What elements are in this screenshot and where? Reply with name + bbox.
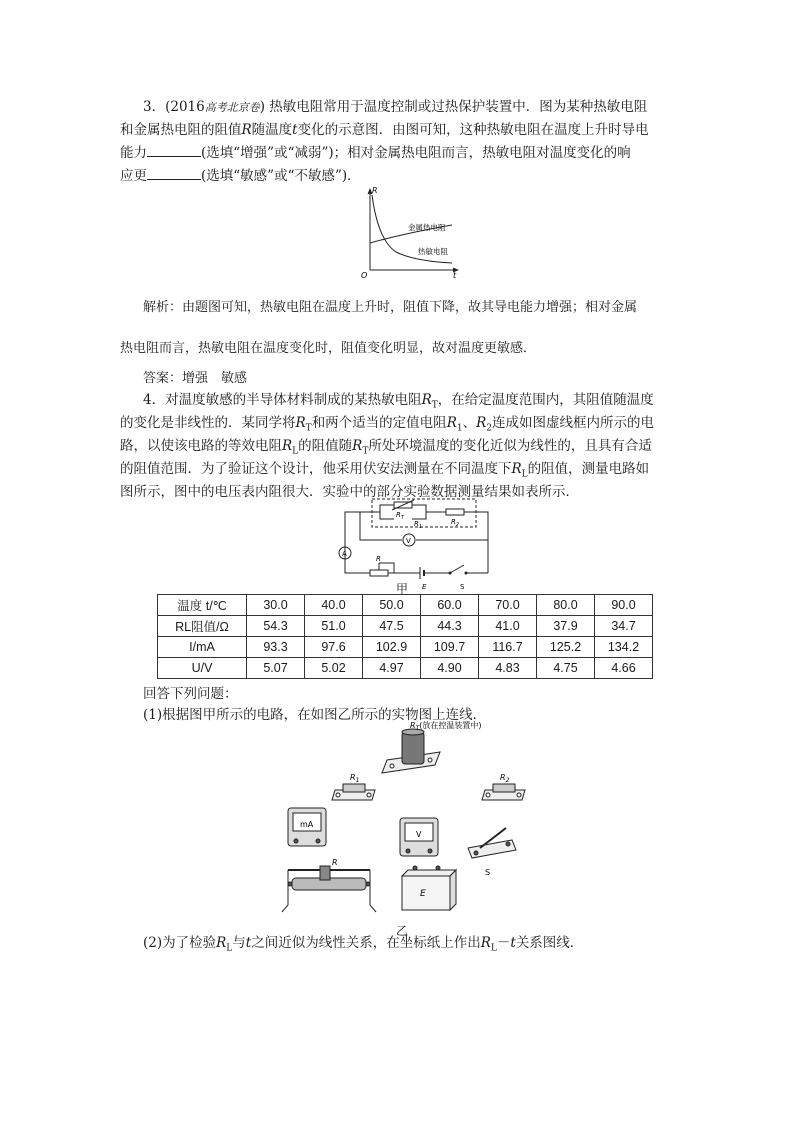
circuit-caption: 甲 [396, 582, 409, 596]
table-cell: 60.0 [421, 595, 479, 616]
circuit-label-r2: $R_2$ [451, 518, 460, 528]
table-row-label: I/mA [158, 637, 247, 658]
q3-source-close: ) [259, 99, 265, 115]
q4-text-5: 图所示，图中的电压表内阻很大．实验中的部分实验数据测量结果如表所示． [120, 484, 579, 500]
q4-text-2b: 和两个适当的定值电阻 [311, 415, 447, 431]
table-cell: 54.3 [247, 616, 305, 637]
table-cell: 4.90 [421, 658, 479, 679]
sub2-rl-sub: L [226, 943, 233, 954]
answer-text: 答案：增强 敏感 [143, 371, 248, 386]
switch-terminal-1 [474, 851, 478, 855]
table-row-label: 温度 t/℃ [158, 595, 247, 616]
rheostat-leg-left [282, 870, 288, 912]
answer-intro [143, 683, 703, 706]
rheostat-symbol [370, 570, 388, 576]
rt-terminal-2 [428, 758, 432, 762]
q3-blank-2[interactable] [147, 165, 201, 180]
table-cell: 116.7 [479, 637, 537, 658]
voltmeter-terminal-1 [406, 849, 410, 853]
table-cell: 109.7 [421, 637, 479, 658]
circuit-diagram [330, 495, 500, 595]
q4-text-2a: 的变化是非线性的．某同学将 [120, 415, 296, 431]
q4-text-3c: 所处环境温度的变化近似为线性的，且具有合适 [368, 438, 652, 454]
table-cell: 70.0 [479, 595, 537, 616]
q3-number: 3．(2016 [143, 99, 205, 115]
battery-side [450, 870, 456, 910]
sub2-text-d: － [496, 935, 511, 951]
wire-rt-right [412, 505, 426, 512]
q3-text-1: 热敏电阻常用于温度控制或过热保护装置中．图为某种热敏电阻 [269, 99, 648, 115]
app-label-r1: $R_1$ [350, 773, 360, 784]
switch-contact [465, 572, 468, 575]
q4-rt-sub-2: T [305, 423, 312, 434]
table-cell: 37.9 [537, 616, 595, 637]
circuit-label-s: S [460, 583, 465, 591]
q4-rt-2: R [295, 415, 306, 431]
r2-body [493, 784, 515, 792]
table-cell: 5.02 [305, 658, 363, 679]
table-cell: 134.2 [595, 637, 653, 658]
q3-line-3 [120, 142, 680, 165]
circuit-label-rt: $R_T$ [396, 511, 404, 521]
table-cell: 41.0 [479, 616, 537, 637]
table-row [158, 616, 653, 637]
q4-text-4b: 的阻值，测量电路如 [527, 461, 650, 477]
circuit-label-r: R [376, 555, 381, 563]
table-cell: 30.0 [247, 595, 305, 616]
sub2-t: t [245, 935, 252, 951]
analysis-line-1 [143, 296, 683, 319]
circuit-label-e: E [422, 583, 427, 591]
q3-var-r: R [241, 122, 252, 138]
q4-text-3b: 的阻值随 [298, 438, 353, 454]
sub2-text-a: (2)为了检验 [143, 935, 217, 951]
analysis-text-2: 热电阻而言，热敏电阻在温度变化时，阻值变化明显，故对温度更敏感． [120, 341, 537, 356]
app-label-r: R [332, 858, 338, 867]
analysis-line-2 [120, 337, 680, 360]
app-label-r2: $R_2$ [500, 773, 510, 784]
r2-terminal-1 [486, 793, 490, 797]
q3-source: 高考北京卷 [204, 101, 260, 114]
data-table [157, 594, 653, 679]
q3-blank-1[interactable] [147, 142, 201, 157]
sub2-rl-sub-2: L [490, 943, 497, 954]
switch-symbol [450, 565, 464, 573]
table-cell: 47.5 [363, 616, 421, 637]
circuit-label-a: A [342, 550, 347, 558]
table-cell: 93.3 [247, 637, 305, 658]
rheostat-wire [379, 563, 394, 573]
q3-text-3b: (选填“增强”或“减弱”)；相对金属热电阻而言，热敏电阻对温度变化的响 [201, 145, 631, 161]
q4-text-2d: 连成如图虚线框内所示的电 [492, 415, 654, 431]
q3-text-3a: 能力 [120, 145, 147, 161]
answer-line [143, 367, 703, 390]
r2-terminal-2 [517, 793, 521, 797]
q4-rt-3: R [352, 438, 363, 454]
table-row-label: U/V [158, 658, 247, 679]
battery-body [402, 876, 450, 910]
q3-text-2b: 随温度 [251, 122, 293, 138]
milliammeter-terminal-1 [294, 839, 298, 843]
table-cell: 80.0 [537, 595, 595, 616]
circuit-label-v: V [406, 537, 411, 545]
sub1-text: (1)根据图甲所示的电路，在如图乙所示的实物图上连线． [143, 707, 487, 723]
q4-text-1a: 4．对温度敏感的半导体材料制成的某热敏电阻 [143, 392, 422, 408]
table-cell: 4.97 [363, 658, 421, 679]
sub2-rl-2: R [480, 935, 491, 951]
q4-r1-sub: 1 [456, 423, 463, 434]
q4-rt: R [421, 392, 432, 408]
q3-text-4a: 应更 [120, 168, 147, 184]
table-cell: 51.0 [305, 616, 363, 637]
battery-terminal-1 [413, 866, 417, 870]
rheostat-slider-block [320, 866, 330, 880]
table-cell: 4.66 [595, 658, 653, 679]
battery-terminal-2 [436, 866, 440, 870]
q4-rl-sub-2: L [521, 469, 528, 480]
table-row [158, 595, 653, 616]
app-label-s: S [485, 868, 491, 877]
q3-text-2c: 变化的示意图．由图可知，这种热敏电阻在温度上升时导电 [297, 122, 649, 138]
table-cell: 50.0 [363, 595, 421, 616]
table-cell: 4.75 [537, 658, 595, 679]
app-label-ma: mA [300, 820, 314, 829]
r1-terminal-2 [367, 793, 371, 797]
r1-body [343, 784, 365, 792]
sub2-t-2: t [510, 935, 516, 951]
x-axis-label: t [453, 271, 457, 280]
r1-terminal-1 [336, 793, 340, 797]
apparatus-caption: 乙 [396, 924, 409, 938]
table-cell: 34.7 [595, 616, 653, 637]
wire-r1-left [380, 512, 394, 519]
q4-sub2 [143, 932, 703, 961]
wire-bottom-left [345, 559, 370, 573]
q3-text-2a: 和金属热电阻的阻值 [120, 122, 242, 138]
q4-rt-sub: T [431, 400, 438, 411]
origin-label: O [361, 271, 368, 280]
table-cell: 44.3 [421, 616, 479, 637]
app-label-rt: $R_T$(放在控温装置中) [410, 721, 482, 732]
rheostat-terminal-2 [366, 882, 370, 886]
wire-rt-left [372, 505, 394, 512]
sub2-text-b: 与 [232, 935, 246, 951]
q4-r2-sub: 2 [486, 423, 492, 434]
q4-rl-2: R [511, 461, 522, 477]
thermistor-label: 热敏电阻 [418, 247, 448, 256]
r2-resistor [446, 509, 464, 515]
apparatus-figure [280, 720, 540, 925]
table-row [158, 637, 653, 658]
sub2-text-c: 之间近似为线性关系，在坐标纸上作出 [251, 935, 481, 951]
app-label-v: V [416, 830, 422, 839]
rheostat-leg-right [370, 870, 376, 912]
q3-line-1 [143, 96, 683, 119]
switch-terminal-2 [506, 842, 510, 846]
voltmeter-terminal-2 [428, 849, 432, 853]
table-cell: 4.83 [479, 658, 537, 679]
intro-text: 回答下列问题： [143, 686, 238, 702]
q4-text-3a: 路，以使该电路的等效电阻 [120, 438, 282, 454]
rt-cylinder [402, 732, 424, 764]
circuit-label-r1: $R_1$ [414, 520, 423, 530]
battery-top [402, 870, 456, 876]
q4-r2: R [476, 415, 487, 431]
table-cell: 5.07 [247, 658, 305, 679]
table-row [158, 658, 653, 679]
table-cell: 40.0 [305, 595, 363, 616]
milliammeter-terminal-2 [316, 839, 320, 843]
q4-text-1b: ，在给定温度范围内，其阻值随温度 [437, 392, 654, 408]
q4-r1: R [446, 415, 457, 431]
sub2-text-e: 关系图线． [515, 935, 584, 951]
q3-var-t: t [292, 122, 298, 138]
rt-terminal-1 [390, 764, 394, 768]
sub2-rl: R [216, 935, 227, 951]
rheostat-terminal-1 [288, 882, 292, 886]
q3-line-2 [120, 119, 680, 142]
q4-text-2c: 、 [462, 415, 477, 431]
q4-rl: R [282, 438, 293, 454]
table-cell: 97.6 [305, 637, 363, 658]
r-t-graph [356, 185, 466, 280]
q3-text-4b: (选填“敏感”或“不敏感”)． [201, 168, 361, 184]
analysis-text-1: 解析：由题图可知，热敏电阻在温度上升时，阻值下降，故其导电能力增强；相对金属 [143, 300, 638, 315]
dashed-box [372, 499, 476, 527]
switch-pivot [449, 572, 452, 575]
app-label-e: E [420, 889, 426, 899]
metal-label: 金属热电阻 [408, 223, 446, 232]
table-cell: 102.9 [363, 637, 421, 658]
y-axis-label: R [372, 186, 378, 195]
table-cell: 125.2 [537, 637, 595, 658]
q4-text-4a: 的阻值范围．为了验证这个设计，他采用伏安法测量在不同温度下 [120, 461, 512, 477]
wire-r1-right [412, 512, 426, 519]
table-row-label: RL阻值/Ω [158, 616, 247, 637]
q4-rl-sub: L [292, 446, 299, 457]
q4-rt-sub-3: T [362, 446, 369, 457]
table-cell: 90.0 [595, 595, 653, 616]
